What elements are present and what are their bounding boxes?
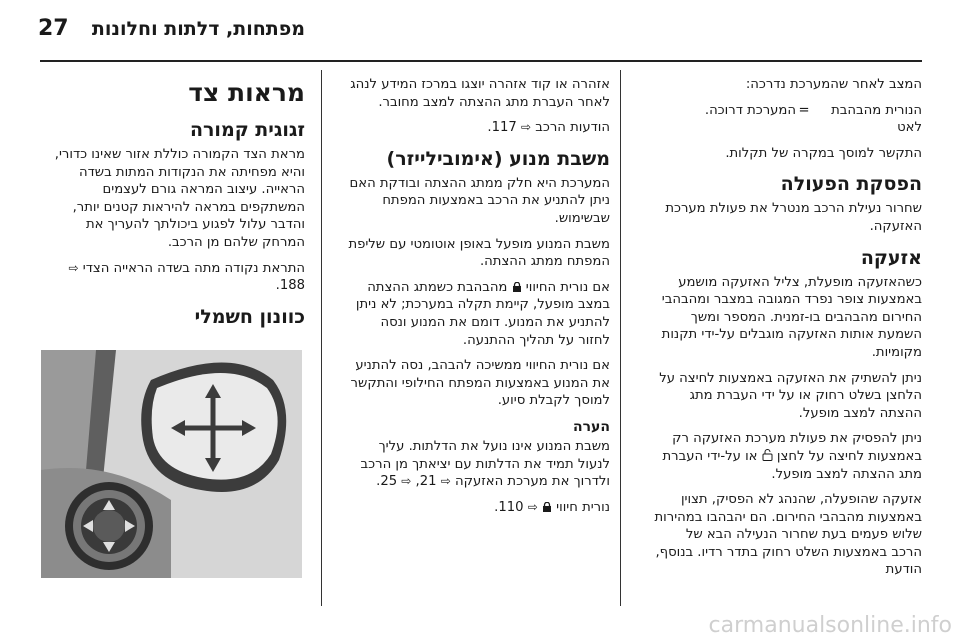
immobiliser-lock-icon [542,502,552,512]
page-reference: 188 [279,278,305,294]
paragraph: אם נורית החיווי ממשיכה להבהב, נסה להתניע את המנוע באמצעות המפתח החילופי והתקשר למוסך לקבלת סיוע. [350,358,610,409]
page-reference: 110 [498,499,524,515]
cross-reference: התראת נקודה מתה בשדה הראייה הצדי ⇨ 188. [68,260,305,294]
page-reference: 21 [419,474,437,490]
page-reference: 25 [380,474,398,490]
paragraph [654,430,922,483]
column-divider [620,70,621,606]
cross-reference: הודעות הרכב ⇨ 117. [487,120,610,136]
paragraph: כשהאזעקה מופעלת, צליל האזעקה מושמע באמצעות צופר נפרד המגובה במצבר ומהבהבי החירום מהבהבים בו-זמנית. המספר ומשך השמעת אותות האזעקה מוגבלים על-ידי תקנות מקומיות. [661,274,922,360]
column-left [43,76,305,333]
immobiliser-lock-icon [512,282,522,292]
reference-arrow-icon: ⇨ [68,260,79,275]
reference-arrow-icon: ⇨ [520,120,532,135]
column-divider [321,70,322,606]
paragraph: שחרור נעילת הרכב מנטרל את פעולת מערכת האזעקה. [665,201,922,234]
chapter-heading: מראות צד [188,78,305,107]
header-rule [40,60,922,62]
reference-arrow-icon: ⇨ [401,474,412,489]
text-fragment: מהבהבת כשמתג ההצתה במצב מופעל, קיימת תקלה במערכת; לא ניתן להתניע את המנוע. דומם את המנוע ונסה לחזור על תהליך ההתנעה. [355,279,610,348]
reference-arrow-icon: ⇨ [527,499,538,514]
section-heading: כוונון חשמלי [194,305,305,328]
unlock-button-icon [762,449,773,461]
page-title: מפתחות, דלתות וחלונות [91,18,305,40]
mirror-adjust-photo [41,350,302,578]
paragraph: התקשר למוסך במקרה של תקלות. [725,145,922,161]
section-heading: הפסקת הפעולה [780,173,922,196]
section-heading: אזעקה [860,246,922,269]
paragraph: מראת הצד הקמורה כוללת אזור שאינו כדורי, והיא מפחיתה את הנקודות המתות בשדה הראייה. עיצוב המראה גורם לעצמים המשתקפים במראה להיראות קטנים יותר, והדבר עלול לפגוע ביכולתך להעריך את המרחק שלהם מן הרכב. [54,147,305,250]
paragraph: המערכת היא חלק ממתג ההצתה ובודקת האם ניתן להתניע את הרכב באמצעות המפתח שבשימוש. [349,175,610,226]
text-fragment: אם נורית החיווי [525,279,610,295]
paragraph: משבת המנוע אינו נועל את הדלתות. עליך לנעול תמיד את הדלתות עם יציאתך מן הרכב ולדרוך את מערכת האזעקה ⇨ 21, ⇨ 25. [360,438,610,490]
cross-reference: נורית חיווי ⇨ 110. [494,499,610,515]
column-right [654,76,922,587]
text-fragment: משבת המנוע אינו נועל את הדלתות. עליך לנעול תמיד את הדלתות עם יציאתך מן הרכב ולדרוך את מערכת האזעקה [360,438,610,490]
page-reference: 117 [491,120,517,136]
text-fragment: או על-ידי העברת מתג ההצתה למצב מופעל. [662,448,922,482]
status-table-row [654,102,922,137]
paragraph: משבת המנוע מופעל באופן אוטומטי עם שליפת המפתח ממתג ההצתה. [348,236,610,270]
column-middle [348,76,610,524]
page-number: 27 [38,16,69,41]
note-heading: הערה [573,418,610,435]
paragraph: ניתן להשתיק את האזעקה באמצעות לחיצה על הלחצן בשלט רחוק או על ידי העברת מתג ההצתה למצב מופעל. [659,370,922,421]
text-fragment: ניתן להפסיק את פעולת מערכת האזעקה רק באמצעות לחיצה על לחצן [672,431,922,464]
paragraph: המצב לאחר שהמערכת נדרכה: [745,77,922,92]
reference-arrow-icon: ⇨ [440,474,451,489]
equals-sign: = [798,102,810,118]
section-heading: משבת מנוע (אימובילייזר) [386,147,610,170]
watermark: carmanualsonline.info [708,613,952,638]
paragraph [348,279,610,349]
paragraph: אזעקה שהופעלה, שהנהג לא הפסיק, תצוין באמצעות מהבהבי החירום. הם יהבהבו במהירות שלוש פעמים בעת שחרור הנעילה הבא של הרכב באמצעות השלט רחוק בתדר רדיו. בנוסף, הודעת [654,492,922,578]
text-fragment: נורית חיווי [556,499,610,515]
status-condition: הנורית מהבהבת לאט [831,102,922,136]
status-meaning: המערכת דרוכה. [704,102,796,118]
text-fragment: התראת נקודה מתה בשדה הראייה הצדי [82,260,305,276]
text-fragment: הודעות הרכב [535,120,610,136]
section-heading: זגוגית קמורה [189,119,305,141]
paragraph: אזהרה או קוד אזהרה יוצגו במרכז המידע לנהג לאחר העברת מתג ההצתה למצב מחובר. [350,77,610,110]
